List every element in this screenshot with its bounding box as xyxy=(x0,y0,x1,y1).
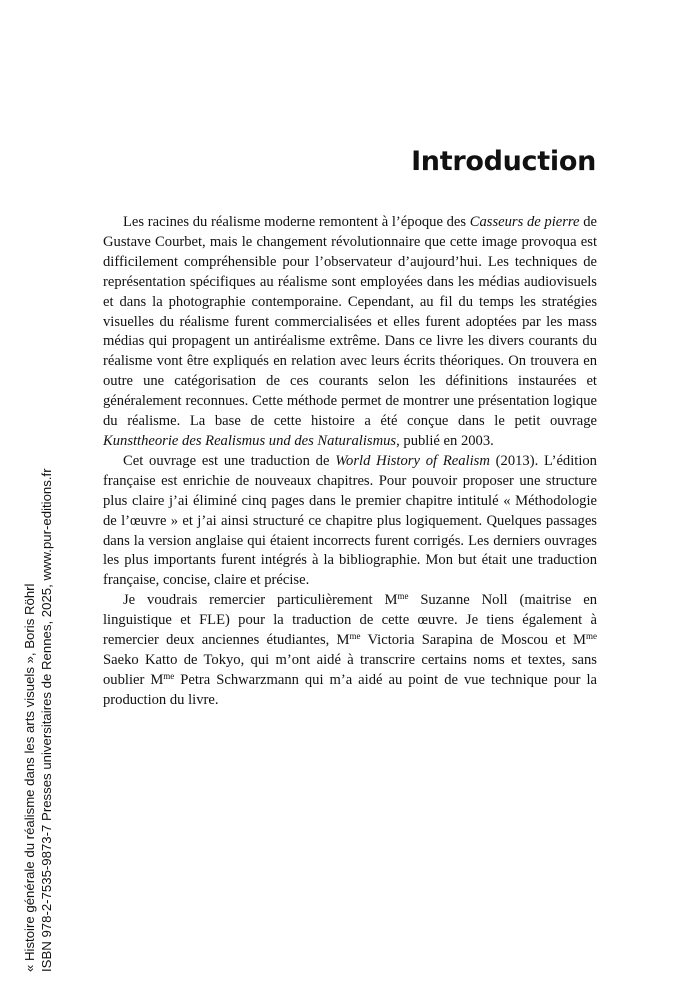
text-run: de Gustave Courbet, mais le changement révolutionnaire que cette image provoqua est difficilement compréhensible pour l’observateur d’aujourd’hui. Les techniques de représentation spécifiques au réalisme sont employées dans les médias audiovisuels et dans la photographie contemporaine. Cependant, au fil du temps les stratégies visuelles du réalisme furent commercialisées et elles furent adoptées par les mass médias qui propagent un antiréalisme extrême. Dans ce livre les divers courants du réalisme vont être expliqués en relation avec leurs écrits théoriques. On trouvera en outre une catégorisation de ces courants selon les définitions instaurées et généralement reconnues. Cette méthode permet de montrer une présentation logique du réalisme. La base de cette histoire a été conçue dans le petit ouvrage xyxy=(103,214,597,430)
side-watermark-line-1: « Histoire générale du réalisme dans les arts visuels », Boris Röhrl xyxy=(22,583,37,972)
superscript: me xyxy=(163,670,175,681)
page-title: Introduction xyxy=(411,146,596,177)
paragraph-2 xyxy=(103,452,597,591)
superscript: me xyxy=(586,631,597,642)
text-run: (2013). L’édition française est enrichie de nouveaux chapitres. Pour pouvoir proposer une structure plus claire j’ai éliminé cinq pages dans le premier chapitre intitulé « Méthodologie de l’œuvre » et j’ai ainsi structuré ce chapitre plus logiquement. Quelques passages dans la version anglaise qui étaient incorrects furent corrigés. Les derniers ouvrages les plus importants furent intégrés à la bibliographie. Mon but était une traduction française, concise, claire et précise. xyxy=(103,452,597,589)
superscript: me xyxy=(349,631,361,642)
paragraph-3 xyxy=(103,591,597,710)
text-run: Saeko Katto de Tokyo, qui m’ont aidé à transcrire certains noms et textes, sans oublier M xyxy=(103,651,597,688)
text-run: Petra Schwarzmann qui m’a aidé au point de vue technique pour la production du livre. xyxy=(103,671,597,708)
italic-title: World History of Realism xyxy=(335,452,490,469)
text-run: , publié en 2003. xyxy=(396,432,494,449)
italic-title: Casseurs de pierre xyxy=(469,214,580,230)
superscript: me xyxy=(397,591,409,602)
italic-title: Kunsttheorie des Realismus und des Naturalismus xyxy=(103,432,397,449)
text-run: Cet ouvrage est une traduction de xyxy=(123,452,336,469)
text-run: Les racines du réalisme moderne remontent à l’époque des xyxy=(123,214,470,230)
side-watermark xyxy=(21,468,55,972)
body-text xyxy=(103,213,597,711)
text-run: Suzanne Noll (maitrise en linguistique et FLE) pour la traduction de cette œuvre. Je tiens également à remercier deux anciennes étudiantes, M xyxy=(103,592,597,649)
text-run: Victoria Sarapina de Moscou et M xyxy=(360,632,586,649)
text-run: Je voudrais remercier particulièrement M xyxy=(123,592,398,609)
side-watermark-line-2: ISBN 978-2-7535-9873-7 Presses universitaires de Rennes, 2025, www.pur-editions.fr xyxy=(39,468,54,972)
paragraph-1 xyxy=(103,213,597,452)
